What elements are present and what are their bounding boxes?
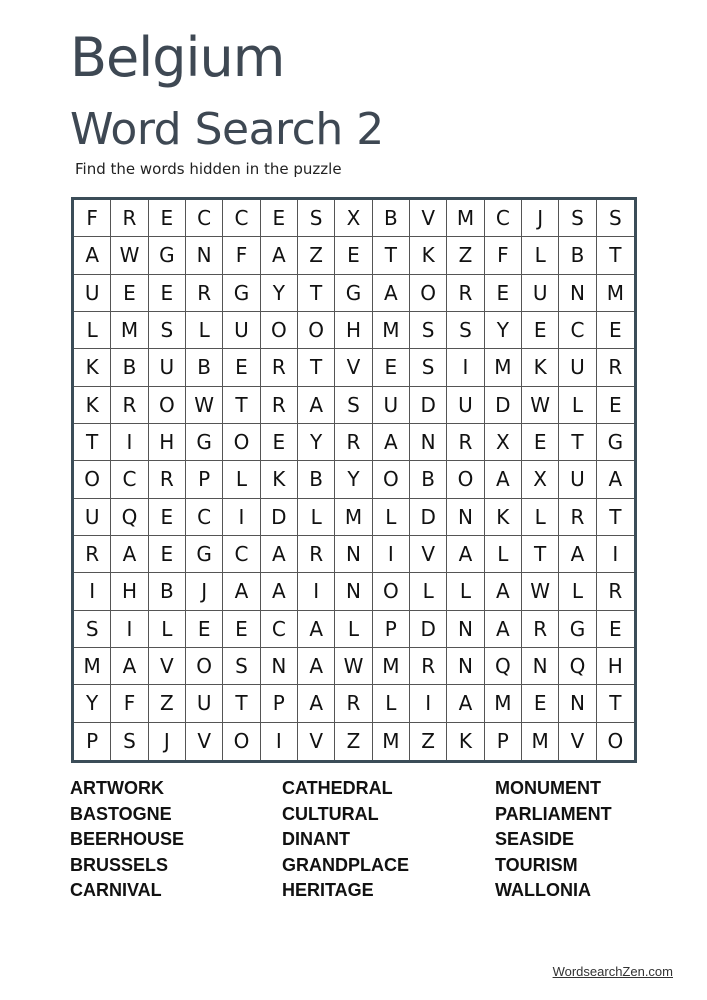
grid-cell[interactable]: E [149,499,186,536]
grid-cell[interactable]: M [485,685,522,722]
grid-cell[interactable]: M [74,648,111,685]
grid-cell[interactable]: A [373,424,410,461]
grid-cell[interactable]: N [522,648,559,685]
grid-cell[interactable]: M [111,312,148,349]
grid-cell[interactable]: M [447,200,484,237]
grid-cell[interactable]: K [74,349,111,386]
grid-cell[interactable]: L [298,499,335,536]
word-list-item: CULTURAL [282,803,379,824]
grid-cell[interactable]: H [335,312,372,349]
grid-cell[interactable]: J [522,200,559,237]
grid-cell[interactable]: U [223,312,260,349]
grid-cell[interactable]: V [149,648,186,685]
grid-cell[interactable]: G [186,536,223,573]
grid-cell[interactable]: R [447,275,484,312]
grid-cell[interactable]: M [373,312,410,349]
grid-cell[interactable]: R [597,573,634,610]
grid-cell[interactable]: E [223,611,260,648]
grid-cell[interactable]: S [149,312,186,349]
grid-cell[interactable]: N [335,536,372,573]
grid-cell[interactable]: O [261,312,298,349]
grid-cell[interactable]: A [298,648,335,685]
grid-cell[interactable]: K [261,461,298,498]
grid-cell[interactable]: I [298,573,335,610]
grid-cell[interactable]: T [74,424,111,461]
grid-cell[interactable]: K [447,723,484,760]
grid-cell[interactable]: A [559,536,596,573]
grid-cell[interactable]: Q [485,648,522,685]
grid-cell[interactable]: W [111,237,148,274]
grid-cell[interactable]: E [373,349,410,386]
grid-cell[interactable]: R [335,424,372,461]
grid-cell[interactable]: N [559,275,596,312]
grid-cell[interactable]: T [298,349,335,386]
word-list-item: GRANDPLACE [282,854,410,875]
grid-cell[interactable]: P [485,723,522,760]
grid-cell[interactable]: X [522,461,559,498]
grid-cell[interactable]: D [410,499,447,536]
grid-cell[interactable]: I [223,499,260,536]
grid-cell[interactable]: S [447,312,484,349]
grid-cell[interactable]: L [223,461,260,498]
grid-cell[interactable]: U [447,387,484,424]
grid-cell[interactable]: T [522,536,559,573]
grid-cell[interactable]: R [186,275,223,312]
grid-cell[interactable]: O [298,312,335,349]
grid-cell[interactable]: A [373,275,410,312]
grid-cell[interactable]: D [261,499,298,536]
word-list-item: BRUSSELS [70,854,169,875]
grid-cell[interactable]: R [559,499,596,536]
grid-cell[interactable]: S [410,312,447,349]
grid-cell[interactable]: E [149,536,186,573]
grid-cell[interactable]: B [186,349,223,386]
grid-cell[interactable]: A [485,611,522,648]
grid-cell[interactable]: E [597,387,634,424]
word-list [70,776,650,904]
grid-cell[interactable]: D [410,387,447,424]
grid-cell[interactable]: G [559,611,596,648]
grid-cell[interactable]: R [597,349,634,386]
grid-cell[interactable]: A [447,685,484,722]
grid-cell[interactable]: L [373,499,410,536]
grid-cell[interactable]: U [559,349,596,386]
grid-cell[interactable]: B [149,573,186,610]
grid-cell[interactable]: I [373,536,410,573]
word-list-item: SEASIDE [495,829,575,850]
grid-cell[interactable]: A [261,573,298,610]
grid-cell[interactable]: V [335,349,372,386]
grid-cell[interactable]: O [186,648,223,685]
grid-cell[interactable]: M [485,349,522,386]
grid-cell[interactable]: U [149,349,186,386]
word-list-item: DINANT [282,829,350,850]
grid-cell[interactable]: E [597,312,634,349]
grid-cell[interactable]: E [522,424,559,461]
grid-cell[interactable]: L [559,573,596,610]
grid-cell[interactable]: Y [485,312,522,349]
grid-cell[interactable]: U [186,685,223,722]
grid-cell[interactable]: C [223,200,260,237]
grid-cell[interactable]: E [149,200,186,237]
grid-cell[interactable]: E [522,312,559,349]
grid-cell[interactable]: K [410,237,447,274]
grid-cell[interactable]: G [186,424,223,461]
grid-cell[interactable]: S [111,723,148,760]
grid-cell[interactable]: R [522,611,559,648]
grid-cell[interactable]: B [559,237,596,274]
grid-cell[interactable]: R [261,349,298,386]
grid-cell[interactable]: Y [74,685,111,722]
grid-cell[interactable]: G [223,275,260,312]
grid-cell[interactable]: U [559,461,596,498]
grid-cell[interactable]: K [485,499,522,536]
grid-cell[interactable]: G [335,275,372,312]
grid-cell[interactable]: L [335,611,372,648]
grid-cell[interactable]: A [447,536,484,573]
grid-cell[interactable]: J [186,573,223,610]
grid-cell[interactable]: V [410,536,447,573]
grid-cell[interactable]: A [261,237,298,274]
grid-cell[interactable]: N [335,573,372,610]
puzzle-grid [71,197,637,763]
grid-cell[interactable]: E [186,611,223,648]
grid-cell[interactable]: A [74,237,111,274]
grid-cell[interactable]: K [74,387,111,424]
grid-cell[interactable]: W [186,387,223,424]
grid-cell[interactable]: E [261,200,298,237]
grid-cell[interactable]: T [597,499,634,536]
grid-cell[interactable]: K [522,349,559,386]
grid-cell[interactable]: F [223,237,260,274]
grid-cell[interactable]: A [485,573,522,610]
grid-cell[interactable]: E [149,275,186,312]
grid-cell[interactable]: F [485,237,522,274]
grid-cell[interactable]: C [186,499,223,536]
grid-cell[interactable]: Z [298,237,335,274]
grid-cell[interactable]: T [223,685,260,722]
grid-cell[interactable]: L [559,387,596,424]
word-list-item: MONUMENT [495,778,601,798]
grid-cell[interactable]: T [298,275,335,312]
word-list-item: WALLONIA [495,880,591,901]
grid-cell[interactable]: J [149,723,186,760]
grid-cell[interactable]: L [410,573,447,610]
grid-cell[interactable]: H [149,424,186,461]
grid-cell[interactable]: Q [111,499,148,536]
grid-cell[interactable]: B [111,349,148,386]
grid-cell[interactable]: V [410,200,447,237]
word-list-item: ARTWORK [70,778,164,798]
grid-cell[interactable]: B [373,200,410,237]
grid-cell[interactable]: E [597,611,634,648]
grid-cell[interactable]: M [522,723,559,760]
grid-cell[interactable]: O [223,424,260,461]
grid-cell[interactable]: U [74,275,111,312]
grid-cell[interactable]: F [111,685,148,722]
word-list-item: CARNIVAL [70,880,162,901]
grid-cell[interactable]: N [559,685,596,722]
grid-cell[interactable]: U [522,275,559,312]
grid-cell[interactable]: W [335,648,372,685]
grid-cell[interactable]: A [223,573,260,610]
grid-cell[interactable]: W [522,573,559,610]
grid-cell[interactable]: D [410,611,447,648]
grid-cell[interactable]: O [149,387,186,424]
grid-cell[interactable]: E [261,424,298,461]
grid-cell[interactable]: O [410,275,447,312]
grid-cell[interactable]: D [485,387,522,424]
grid-cell[interactable]: N [447,611,484,648]
grid-cell[interactable]: P [74,723,111,760]
grid-cell[interactable]: W [522,387,559,424]
footer-link[interactable]: WordsearchZen.com [552,964,673,979]
grid-cell[interactable]: N [447,648,484,685]
word-list-item: BASTOGNE [70,803,172,824]
grid-cell[interactable]: A [111,648,148,685]
grid-cell[interactable]: A [111,536,148,573]
grid-cell[interactable]: A [298,685,335,722]
instructions: Find the words hidden in the puzzle [75,160,342,178]
grid-cell[interactable]: V [186,723,223,760]
grid-cell[interactable]: Y [298,424,335,461]
grid-cell[interactable]: N [186,237,223,274]
grid-cell[interactable]: Y [335,461,372,498]
grid-cell[interactable]: U [373,387,410,424]
word-list-item: HERITAGE [282,880,374,901]
grid-cell[interactable]: I [111,424,148,461]
grid-cell[interactable]: T [597,237,634,274]
grid-cell[interactable]: O [373,461,410,498]
grid-cell[interactable]: A [261,536,298,573]
grid-cell[interactable]: P [373,611,410,648]
grid-cell[interactable]: M [373,648,410,685]
grid-cell[interactable]: B [298,461,335,498]
grid-cell[interactable]: C [186,200,223,237]
grid-cell[interactable]: Q [559,648,596,685]
grid-cell[interactable]: R [261,387,298,424]
grid-cell[interactable]: G [149,237,186,274]
grid-cell[interactable]: S [298,200,335,237]
grid-cell[interactable]: Y [261,275,298,312]
grid-cell[interactable]: R [410,648,447,685]
word-list-item: BEERHOUSE [70,829,185,850]
grid-cell[interactable]: Z [447,237,484,274]
grid-cell[interactable]: S [74,611,111,648]
word-list-item: CATHEDRAL [282,778,393,798]
grid-cell[interactable]: S [559,200,596,237]
grid-cell[interactable]: E [223,349,260,386]
grid-cell[interactable]: M [335,499,372,536]
grid-cell[interactable]: A [597,461,634,498]
grid-cell[interactable]: N [447,499,484,536]
grid-cell[interactable]: L [447,573,484,610]
grid-cell[interactable]: A [485,461,522,498]
grid-cell[interactable]: C [559,312,596,349]
grid-cell[interactable]: A [298,611,335,648]
grid-cell[interactable]: V [298,723,335,760]
grid-cell[interactable]: R [111,200,148,237]
grid-cell[interactable]: E [335,237,372,274]
page-title: Belgium [70,26,285,89]
grid-cell[interactable]: G [597,424,634,461]
grid-cell[interactable]: Z [149,685,186,722]
grid-cell[interactable]: T [223,387,260,424]
grid-cell[interactable]: R [111,387,148,424]
grid-cell[interactable]: R [149,461,186,498]
grid-cell[interactable]: E [522,685,559,722]
grid-cell[interactable]: M [373,723,410,760]
grid-cell[interactable]: R [298,536,335,573]
grid-cell[interactable]: O [373,573,410,610]
grid-cell[interactable]: E [485,275,522,312]
grid-cell[interactable]: O [447,461,484,498]
grid-cell[interactable]: S [223,648,260,685]
grid-cell[interactable]: L [149,611,186,648]
grid-cell[interactable]: L [522,499,559,536]
grid-cell[interactable]: L [74,312,111,349]
grid-cell[interactable]: L [522,237,559,274]
grid-cell[interactable]: T [373,237,410,274]
grid-cell[interactable]: S [410,349,447,386]
grid-cell[interactable]: C [485,200,522,237]
grid-cell[interactable]: H [111,573,148,610]
grid-cell[interactable]: H [597,648,634,685]
word-list-item: TOURISM [495,854,578,875]
grid-cell[interactable]: M [597,275,634,312]
grid-cell[interactable]: L [485,536,522,573]
word-list-item: PARLIAMENT [495,803,612,824]
grid-cell[interactable]: X [485,424,522,461]
grid-cell[interactable]: R [74,536,111,573]
grid-cell[interactable]: S [597,200,634,237]
grid-cell[interactable]: I [74,573,111,610]
grid-cell[interactable]: I [597,536,634,573]
grid-cell[interactable]: B [410,461,447,498]
grid-cell[interactable]: X [335,200,372,237]
grid-cell[interactable]: T [559,424,596,461]
grid-cell[interactable]: O [223,723,260,760]
grid-cell[interactable]: U [74,499,111,536]
grid-cell[interactable]: S [335,387,372,424]
grid-cell[interactable]: T [597,685,634,722]
grid-cell[interactable]: L [373,685,410,722]
grid-cell[interactable]: I [410,685,447,722]
grid-cell[interactable]: V [559,723,596,760]
grid-cell[interactable]: F [74,200,111,237]
grid-cell[interactable]: C [261,611,298,648]
page-subtitle: Word Search 2 [70,104,384,155]
grid-cell[interactable]: O [74,461,111,498]
grid-cell[interactable]: E [111,275,148,312]
grid-cell[interactable]: R [335,685,372,722]
grid-cell[interactable]: C [111,461,148,498]
grid-cell[interactable]: Z [410,723,447,760]
grid-cell[interactable]: C [223,536,260,573]
grid-cell[interactable]: I [261,723,298,760]
grid-cell[interactable]: Z [335,723,372,760]
grid-cell[interactable]: R [447,424,484,461]
grid-cell[interactable]: P [261,685,298,722]
grid-cell[interactable]: N [410,424,447,461]
grid-cell[interactable]: L [186,312,223,349]
grid-cell[interactable]: P [186,461,223,498]
grid-cell[interactable]: I [447,349,484,386]
grid-cell[interactable]: N [261,648,298,685]
grid-cell[interactable]: I [111,611,148,648]
grid-cell[interactable]: A [298,387,335,424]
grid-cell[interactable]: O [607,729,624,754]
